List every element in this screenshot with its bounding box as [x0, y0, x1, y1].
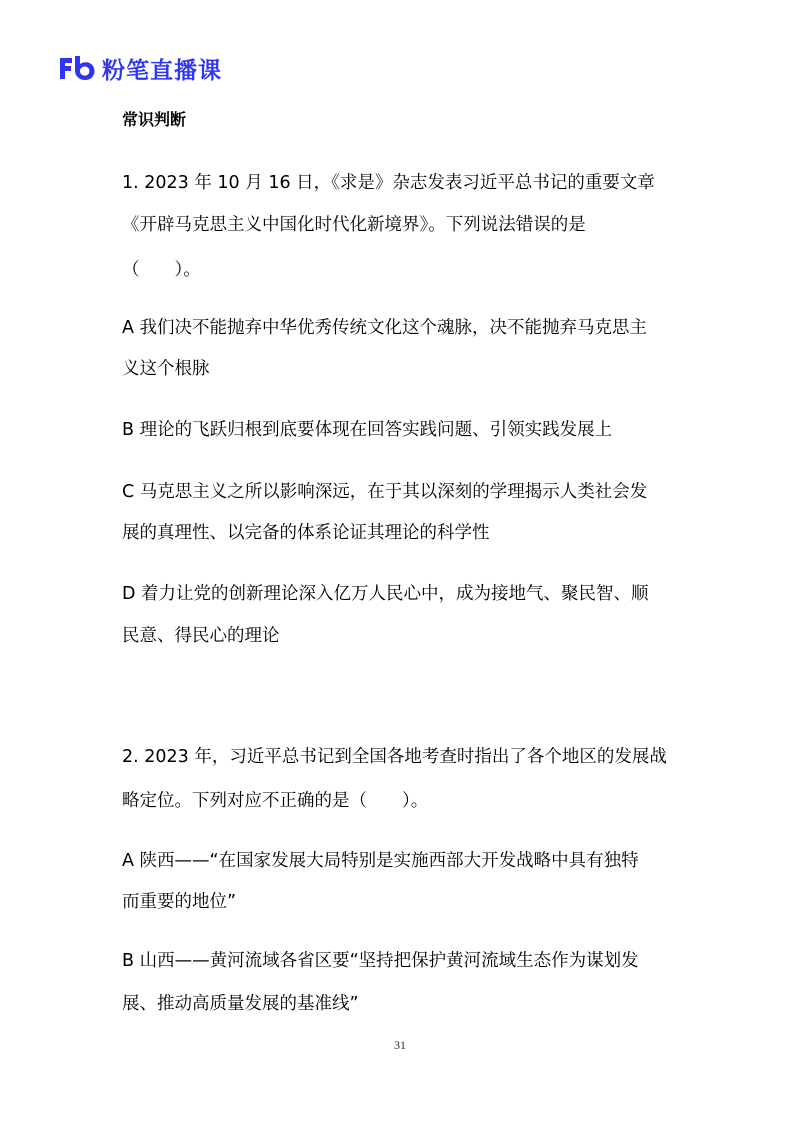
logo-text: 粉笔直播课	[102, 57, 222, 84]
option-2a-line-2: 而重要的地位”	[122, 892, 237, 912]
option-1d-line-2: 民意、得民心的理论	[122, 626, 280, 646]
brand-logo	[57, 52, 222, 84]
option-1d-line-1: D 着力让党的创新理论深入亿万人民心中，成为接地气、聚民智、顺	[122, 584, 649, 604]
option-1c-line-1: C 马克思主义之所以影响深远，在于其以深刻的学理揭示人类社会发	[122, 482, 648, 502]
option-2b-line-2: 展、推动高质量发展的基准线”	[122, 994, 359, 1014]
question-1-line-3: （ ）。	[122, 260, 201, 280]
option-1b-line-1: B 理论的飞跃归根到底要体现在回答实践问题、引领实践发展上	[122, 420, 613, 440]
option-1a-line-2: 义这个根脉	[122, 359, 210, 379]
option-2b-line-1: B 山西——黄河流域各省区要“坚持把保护黄河流域生态作为谋划发	[122, 951, 639, 971]
option-2a-line-1: A 陕西——“在国家发展大局特别是实施西部大开发战略中具有独特	[122, 851, 639, 871]
option-1a-line-1: A 我们决不能抛弃中华优秀传统文化这个魂脉，决不能抛弃马克思主	[122, 318, 648, 338]
section-title: 常识判断	[122, 110, 187, 129]
option-1c-line-2: 展的真理性、以完备的体系论证其理论的科学性	[122, 523, 490, 543]
question-1-line-2: 《开辟马克思主义中国化时代化新境界》。下列说法错误的是	[122, 215, 586, 235]
question-2-line-2: 略定位。下列对应不正确的是（ ）。	[122, 791, 429, 811]
question-1-line-1: 1. 2023 年 10 月 16 日，《求是》杂志发表习近平总书记的重要文章	[122, 173, 655, 193]
fb-logo-icon	[57, 54, 97, 82]
question-2-line-1: 2. 2023 年，习近平总书记到全国各地考查时指出了各个地区的发展战	[122, 747, 667, 767]
page-number: 31	[394, 1038, 406, 1052]
